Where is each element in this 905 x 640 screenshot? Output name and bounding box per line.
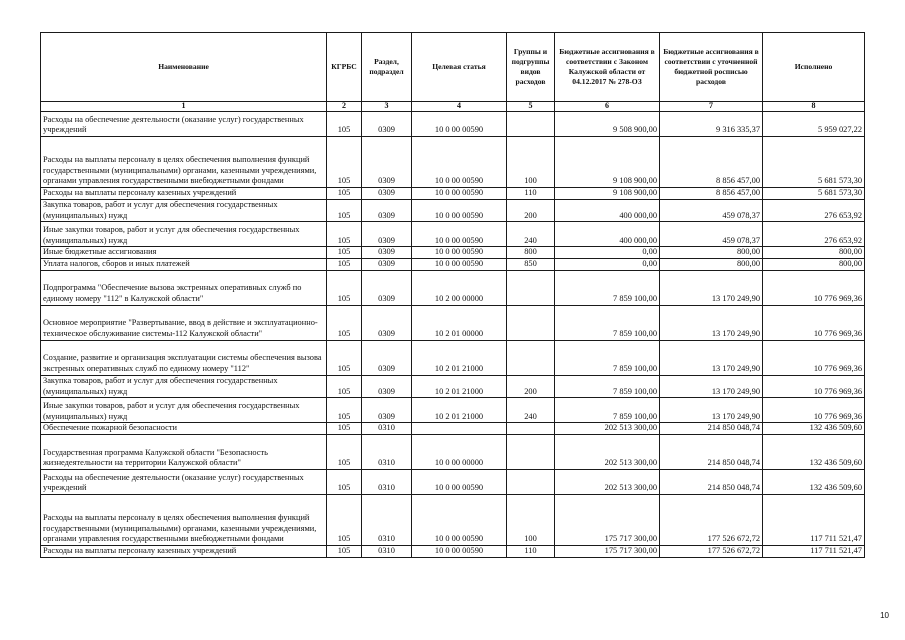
row-kgrbs: 105 — [327, 375, 362, 398]
row-executed: 117 711 521,47 — [763, 495, 865, 546]
row-name: Основное мероприятие "Развертывание, ввод в действие и эксплуатационно-техническое обслуживание системы-112 Калужской области" — [41, 305, 327, 340]
row-name: Закупка товаров, работ и услуг для обеспечения государственных (муниципальных) нужд — [41, 375, 327, 398]
row-group: 200 — [507, 199, 555, 222]
row-executed: 132 436 509,60 — [763, 470, 865, 495]
row-group — [507, 305, 555, 340]
row-section: 0310 — [362, 423, 412, 435]
row-section: 0310 — [362, 470, 412, 495]
row-name: Расходы на обеспечение деятельности (оказание услуг) государственных учреждений — [41, 112, 327, 137]
header-group: Группы и подгруппы видов расходов — [507, 33, 555, 102]
header-section: Раздел, подраздел — [362, 33, 412, 102]
row-plan-allocation: 177 526 672,72 — [660, 546, 763, 558]
row-law-allocation: 0,00 — [555, 247, 660, 259]
table-row — [41, 259, 865, 271]
row-group: 110 — [507, 188, 555, 200]
row-section: 0309 — [362, 247, 412, 259]
row-law-allocation: 202 513 300,00 — [555, 423, 660, 435]
row-plan-allocation: 13 170 249,90 — [660, 305, 763, 340]
row-target: 10 0 00 00590 — [412, 222, 507, 247]
table-row — [41, 495, 865, 546]
row-name: Государственная программа Калужской области "Безопасность жизнедеятельности на территории Калужской области" — [41, 435, 327, 470]
row-section: 0309 — [362, 340, 412, 375]
row-plan-allocation: 8 856 457,00 — [660, 188, 763, 200]
row-target: 10 0 00 00590 — [412, 247, 507, 259]
row-executed: 132 436 509,60 — [763, 423, 865, 435]
row-plan-allocation: 800,00 — [660, 247, 763, 259]
row-name: Обеспечение пожарной безопасности — [41, 423, 327, 435]
row-section: 0309 — [362, 199, 412, 222]
column-number: 3 — [362, 102, 412, 112]
header-row — [41, 33, 865, 102]
row-kgrbs: 105 — [327, 112, 362, 137]
row-name: Расходы на обеспечение деятельности (оказание услуг) государственных учреждений — [41, 470, 327, 495]
row-name: Расходы на выплаты персоналу в целях обеспечения выполнения функций государственными (муниципальными) органами, казенными учреждениями, органами управления государственными внебюджетными фондами — [41, 137, 327, 188]
table-row — [41, 375, 865, 398]
row-plan-allocation: 214 850 048,74 — [660, 435, 763, 470]
row-executed: 5 681 573,30 — [763, 188, 865, 200]
row-section: 0309 — [362, 188, 412, 200]
row-section: 0309 — [362, 375, 412, 398]
row-group: 200 — [507, 375, 555, 398]
row-target — [412, 423, 507, 435]
row-law-allocation: 175 717 300,00 — [555, 495, 660, 546]
row-executed: 800,00 — [763, 259, 865, 271]
row-section: 0309 — [362, 398, 412, 423]
row-kgrbs: 105 — [327, 495, 362, 546]
table-row — [41, 340, 865, 375]
row-kgrbs: 105 — [327, 398, 362, 423]
row-kgrbs: 105 — [327, 340, 362, 375]
row-group: 110 — [507, 546, 555, 558]
row-name: Уплата налогов, сборов и иных платежей — [41, 259, 327, 271]
row-target: 10 0 00 00590 — [412, 495, 507, 546]
row-target: 10 0 00 00000 — [412, 435, 507, 470]
row-plan-allocation: 459 078,37 — [660, 199, 763, 222]
column-number: 5 — [507, 102, 555, 112]
table-row — [41, 222, 865, 247]
header-executed: Исполнено — [763, 33, 865, 102]
row-section: 0309 — [362, 112, 412, 137]
row-executed: 5 959 027,22 — [763, 112, 865, 137]
row-section: 0309 — [362, 259, 412, 271]
row-plan-allocation: 8 856 457,00 — [660, 137, 763, 188]
row-name: Иные закупки товаров, работ и услуг для обеспечения государственных (муниципальных) нужд — [41, 222, 327, 247]
row-group: 100 — [507, 495, 555, 546]
row-group: 850 — [507, 259, 555, 271]
row-target: 10 0 00 00590 — [412, 137, 507, 188]
header-plan-allocation: Бюджетные ассигнования в соответствии с уточненной бюджетной росписью расходов — [660, 33, 763, 102]
row-executed: 276 653,92 — [763, 222, 865, 247]
row-law-allocation: 7 859 100,00 — [555, 375, 660, 398]
row-plan-allocation: 214 850 048,74 — [660, 470, 763, 495]
header-law-allocation: Бюджетные ассигнования в соответствии с Законом Калужской области от 04.12.2017 № 278-ОЗ — [555, 33, 660, 102]
row-kgrbs: 105 — [327, 137, 362, 188]
table-row — [41, 112, 865, 137]
row-law-allocation: 202 513 300,00 — [555, 470, 660, 495]
row-section: 0309 — [362, 137, 412, 188]
row-law-allocation: 7 859 100,00 — [555, 270, 660, 305]
table-row — [41, 305, 865, 340]
row-kgrbs: 105 — [327, 247, 362, 259]
row-target: 10 0 00 00590 — [412, 470, 507, 495]
row-group — [507, 270, 555, 305]
table-row — [41, 398, 865, 423]
column-number: 1 — [41, 102, 327, 112]
column-number: 4 — [412, 102, 507, 112]
row-kgrbs: 105 — [327, 305, 362, 340]
row-kgrbs: 105 — [327, 222, 362, 247]
header-target: Целевая статья — [412, 33, 507, 102]
row-plan-allocation: 214 850 048,74 — [660, 423, 763, 435]
row-plan-allocation: 13 170 249,90 — [660, 270, 763, 305]
row-section: 0310 — [362, 546, 412, 558]
row-target: 10 2 00 00000 — [412, 270, 507, 305]
row-name: Подпрограмма "Обеспечение вызова экстренных оперативных служб по единому номеру "112" в Калужской области" — [41, 270, 327, 305]
row-target: 10 0 00 00590 — [412, 199, 507, 222]
row-target: 10 0 00 00590 — [412, 112, 507, 137]
table-row — [41, 199, 865, 222]
row-plan-allocation: 800,00 — [660, 259, 763, 271]
row-section: 0309 — [362, 305, 412, 340]
row-kgrbs: 105 — [327, 270, 362, 305]
row-section: 0309 — [362, 222, 412, 247]
row-plan-allocation: 177 526 672,72 — [660, 495, 763, 546]
row-law-allocation: 7 859 100,00 — [555, 340, 660, 375]
row-name: Расходы на выплаты персоналу казенных учреждений — [41, 546, 327, 558]
row-group: 240 — [507, 222, 555, 247]
table-row — [41, 137, 865, 188]
row-group: 240 — [507, 398, 555, 423]
row-name: Закупка товаров, работ и услуг для обеспечения государственных (муниципальных) нужд — [41, 199, 327, 222]
table-row — [41, 270, 865, 305]
row-executed: 10 776 969,36 — [763, 305, 865, 340]
row-law-allocation: 400 000,00 — [555, 222, 660, 247]
row-name: Иные закупки товаров, работ и услуг для обеспечения государственных (муниципальных) нужд — [41, 398, 327, 423]
row-group — [507, 423, 555, 435]
row-target: 10 2 01 21000 — [412, 340, 507, 375]
row-name: Расходы на выплаты персоналу казенных учреждений — [41, 188, 327, 200]
row-kgrbs: 105 — [327, 423, 362, 435]
table-row — [41, 546, 865, 558]
row-name: Расходы на выплаты персоналу в целях обеспечения выполнения функций государственными (муниципальными) органами, казенными учреждениями, органами управления государственными внебюджетными фондами — [41, 495, 327, 546]
row-executed: 132 436 509,60 — [763, 435, 865, 470]
row-target: 10 0 00 00590 — [412, 259, 507, 271]
budget-table — [40, 32, 865, 558]
row-section: 0309 — [362, 270, 412, 305]
row-target: 10 0 00 00590 — [412, 188, 507, 200]
row-law-allocation: 9 108 900,00 — [555, 188, 660, 200]
row-executed: 5 681 573,30 — [763, 137, 865, 188]
row-plan-allocation: 459 078,37 — [660, 222, 763, 247]
table-row — [41, 470, 865, 495]
table-row — [41, 247, 865, 259]
column-number: 7 — [660, 102, 763, 112]
header-name: Наименование — [41, 33, 327, 102]
row-kgrbs: 105 — [327, 188, 362, 200]
row-target: 10 2 01 00000 — [412, 305, 507, 340]
column-number-row — [41, 102, 865, 112]
row-name: Иные бюджетные ассигнования — [41, 247, 327, 259]
row-executed: 10 776 969,36 — [763, 375, 865, 398]
row-law-allocation: 175 717 300,00 — [555, 546, 660, 558]
row-group — [507, 470, 555, 495]
row-name: Создание, развитие и организация эксплуатации системы обеспечения вызова экстренных оперативных служб по единому номеру "112" — [41, 340, 327, 375]
row-group: 100 — [507, 137, 555, 188]
row-executed: 800,00 — [763, 247, 865, 259]
column-number: 8 — [763, 102, 865, 112]
row-kgrbs: 105 — [327, 470, 362, 495]
row-plan-allocation: 13 170 249,90 — [660, 375, 763, 398]
row-section: 0310 — [362, 495, 412, 546]
row-plan-allocation: 13 170 249,90 — [660, 398, 763, 423]
row-law-allocation: 0,00 — [555, 259, 660, 271]
row-law-allocation: 400 000,00 — [555, 199, 660, 222]
row-target: 10 2 01 21000 — [412, 375, 507, 398]
row-kgrbs: 105 — [327, 259, 362, 271]
row-law-allocation: 7 859 100,00 — [555, 398, 660, 423]
table-row — [41, 423, 865, 435]
page-number: 10 — [880, 611, 889, 620]
row-plan-allocation: 13 170 249,90 — [660, 340, 763, 375]
row-target: 10 2 01 21000 — [412, 398, 507, 423]
row-law-allocation: 7 859 100,00 — [555, 305, 660, 340]
row-target: 10 0 00 00590 — [412, 546, 507, 558]
row-group: 800 — [507, 247, 555, 259]
row-executed: 276 653,92 — [763, 199, 865, 222]
table-row — [41, 435, 865, 470]
table-body — [41, 112, 865, 558]
row-executed: 10 776 969,36 — [763, 270, 865, 305]
row-law-allocation: 9 508 900,00 — [555, 112, 660, 137]
row-group — [507, 435, 555, 470]
row-kgrbs: 105 — [327, 435, 362, 470]
column-number: 2 — [327, 102, 362, 112]
row-law-allocation: 202 513 300,00 — [555, 435, 660, 470]
column-number: 6 — [555, 102, 660, 112]
header-kgrbs: КГРБС — [327, 33, 362, 102]
row-kgrbs: 105 — [327, 546, 362, 558]
table-row — [41, 188, 865, 200]
row-executed: 117 711 521,47 — [763, 546, 865, 558]
row-plan-allocation: 9 316 335,37 — [660, 112, 763, 137]
row-law-allocation: 9 108 900,00 — [555, 137, 660, 188]
row-executed: 10 776 969,36 — [763, 340, 865, 375]
row-executed: 10 776 969,36 — [763, 398, 865, 423]
row-group — [507, 112, 555, 137]
row-kgrbs: 105 — [327, 199, 362, 222]
row-section: 0310 — [362, 435, 412, 470]
row-group — [507, 340, 555, 375]
